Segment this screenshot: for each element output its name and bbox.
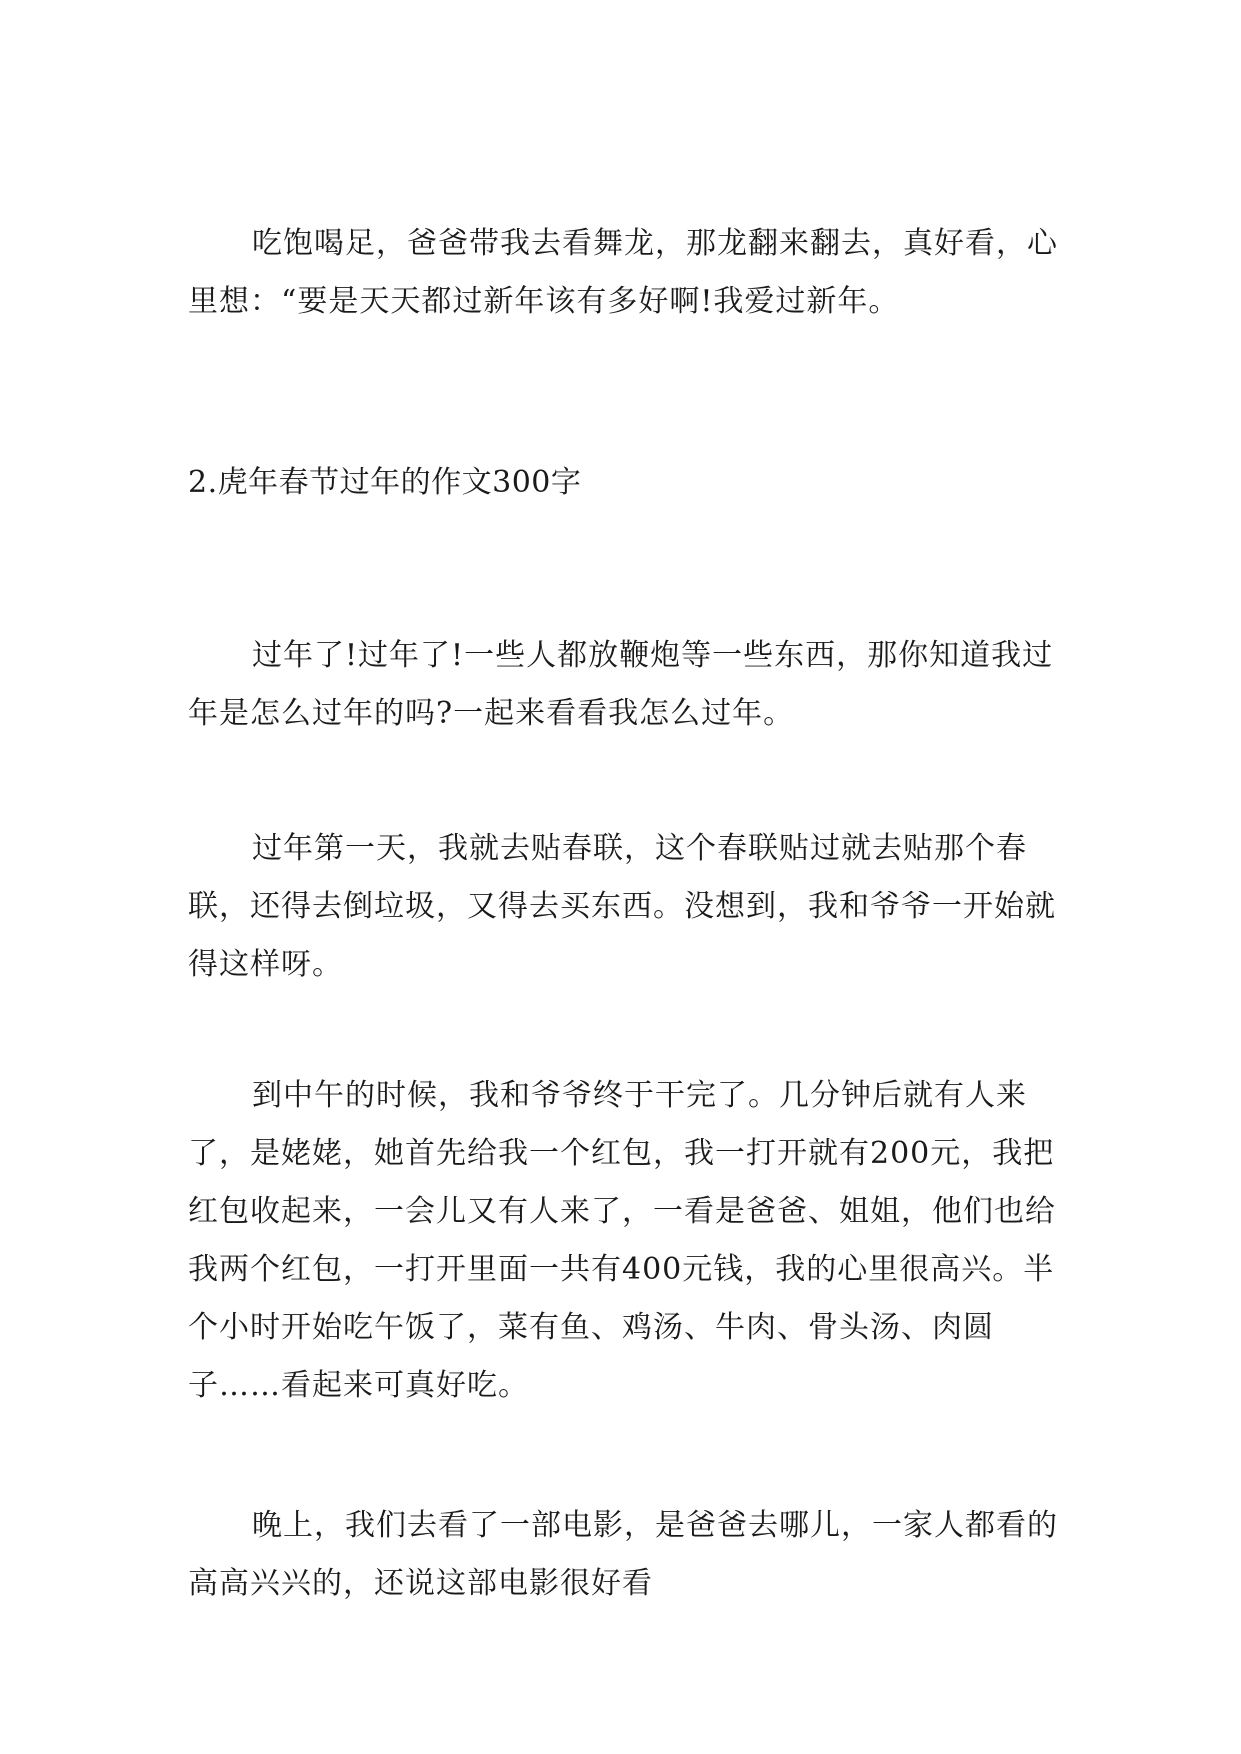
section-title: 2.虎年春节过年的作文300字: [188, 465, 582, 500]
paragraph-1: 过年了!过年了!一些人都放鞭炮等一些东西，那你知道我过年是怎么过年的吗?一起来看看我怎么过年。: [188, 638, 1054, 731]
paragraph-3: 到中午的时候，我和爷爷终于干完了。几分钟后就有人来了，是姥姥，她首先给我一个红包，我一打开就有200元，我把红包收起来，一会儿又有人来了，一看是爸爸、姐姐，他们也给我两个红包，一打开里面一共有400元钱，我的心里很高兴。半个小时开始吃午饭了，菜有鱼、鸡汤、牛肉、骨头汤、肉圆子……看起来可真好吃。: [188, 1078, 1056, 1403]
paragraph-intro: 吃饱喝足，爸爸带我去看舞龙，那龙翻来翻去，真好看，心里想：“要是天天都过新年该有多好啊!我爱过新年。: [188, 226, 1058, 319]
paragraph-2: 过年第一天，我就去贴春联，这个春联贴过就去贴那个春联，还得去倒垃圾，又得去买东西。没想到，我和爷爷一开始就得这样呀。: [188, 831, 1056, 982]
paragraph-4: 晚上，我们去看了一部电影，是爸爸去哪儿，一家人都看的高高兴兴的，还说这部电影很好看: [188, 1508, 1058, 1601]
